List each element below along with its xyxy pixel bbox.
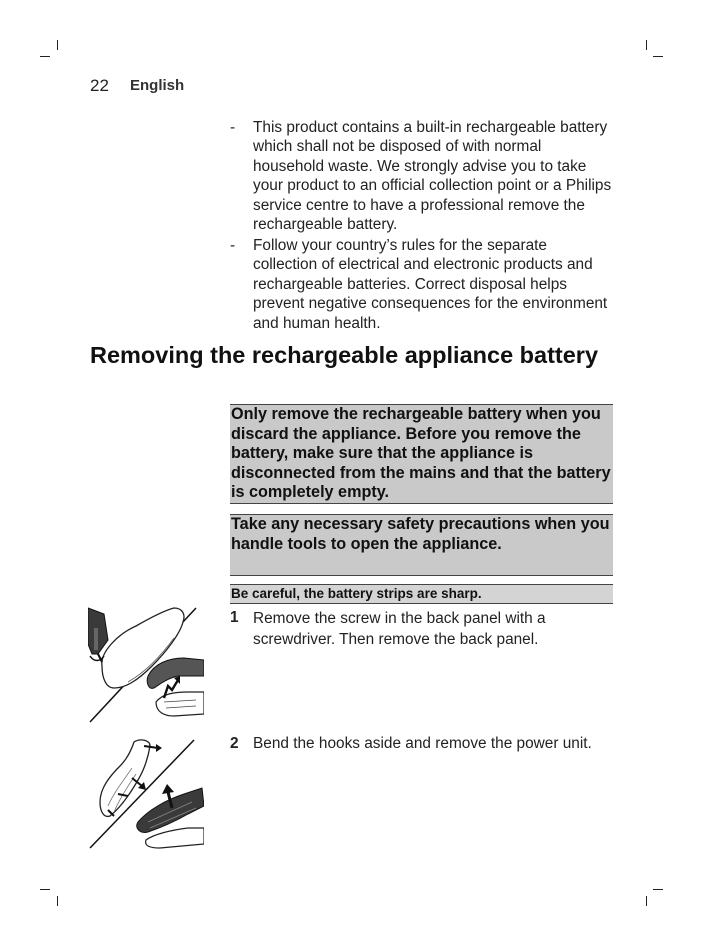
crop-mark — [57, 896, 58, 906]
page-number: 22 — [90, 76, 109, 95]
caution-box: Be careful, the battery strips are sharp. — [230, 584, 613, 604]
crop-mark — [40, 889, 50, 890]
bullet-item — [230, 118, 615, 234]
bullet-text: Follow your country’s rules for the separate collection of electrical and electronic products and rechargeable batteries. Correct disposal helps prevent negative consequences for the environment and human health. — [253, 236, 608, 332]
crop-mark — [646, 40, 647, 50]
warning-box: Only remove the rechargeable battery when you discard the appliance. Before you remove the battery, make sure that the appliance is disconnected from the mains and that the battery is completely empty. — [230, 404, 613, 504]
step-text: Bend the hooks aside and remove the power unit. — [253, 735, 592, 752]
crop-mark — [40, 56, 50, 57]
bullet-item — [230, 236, 615, 333]
crop-mark — [57, 40, 58, 50]
bullet-text: This product contains a built-in rechargeable battery which shall not be disposed of with normal household waste. We strongly advise you to take your product to an official collection point or a Philips service centre to have a professional remove the rechargeable battery. — [253, 119, 612, 234]
step-number: 2 — [230, 735, 239, 752]
bullet-dash: - — [230, 119, 236, 136]
step-number: 1 — [230, 609, 239, 626]
power-unit-removal-illustration — [88, 736, 204, 850]
crop-mark — [653, 889, 663, 890]
screwdriver-back-panel-illustration — [88, 604, 204, 724]
crop-mark — [646, 896, 647, 906]
bullet-dash: - — [230, 236, 236, 254]
crop-mark — [653, 56, 663, 57]
section-title: Removing the rechargeable appliance battery — [90, 342, 599, 368]
step-text: Remove the screw in the back panel with a screwdriver. Then remove the back panel. — [253, 610, 546, 648]
warning-box: Take any necessary safety precautions when you handle tools to open the appliance. — [230, 514, 613, 576]
language-label: English — [130, 77, 185, 94]
step-item — [230, 608, 615, 650]
step-item — [230, 734, 615, 754]
screwdriver-back-panel-icon — [88, 604, 204, 724]
disposal-bullets — [230, 118, 615, 334]
power-unit-removal-icon — [88, 736, 204, 850]
